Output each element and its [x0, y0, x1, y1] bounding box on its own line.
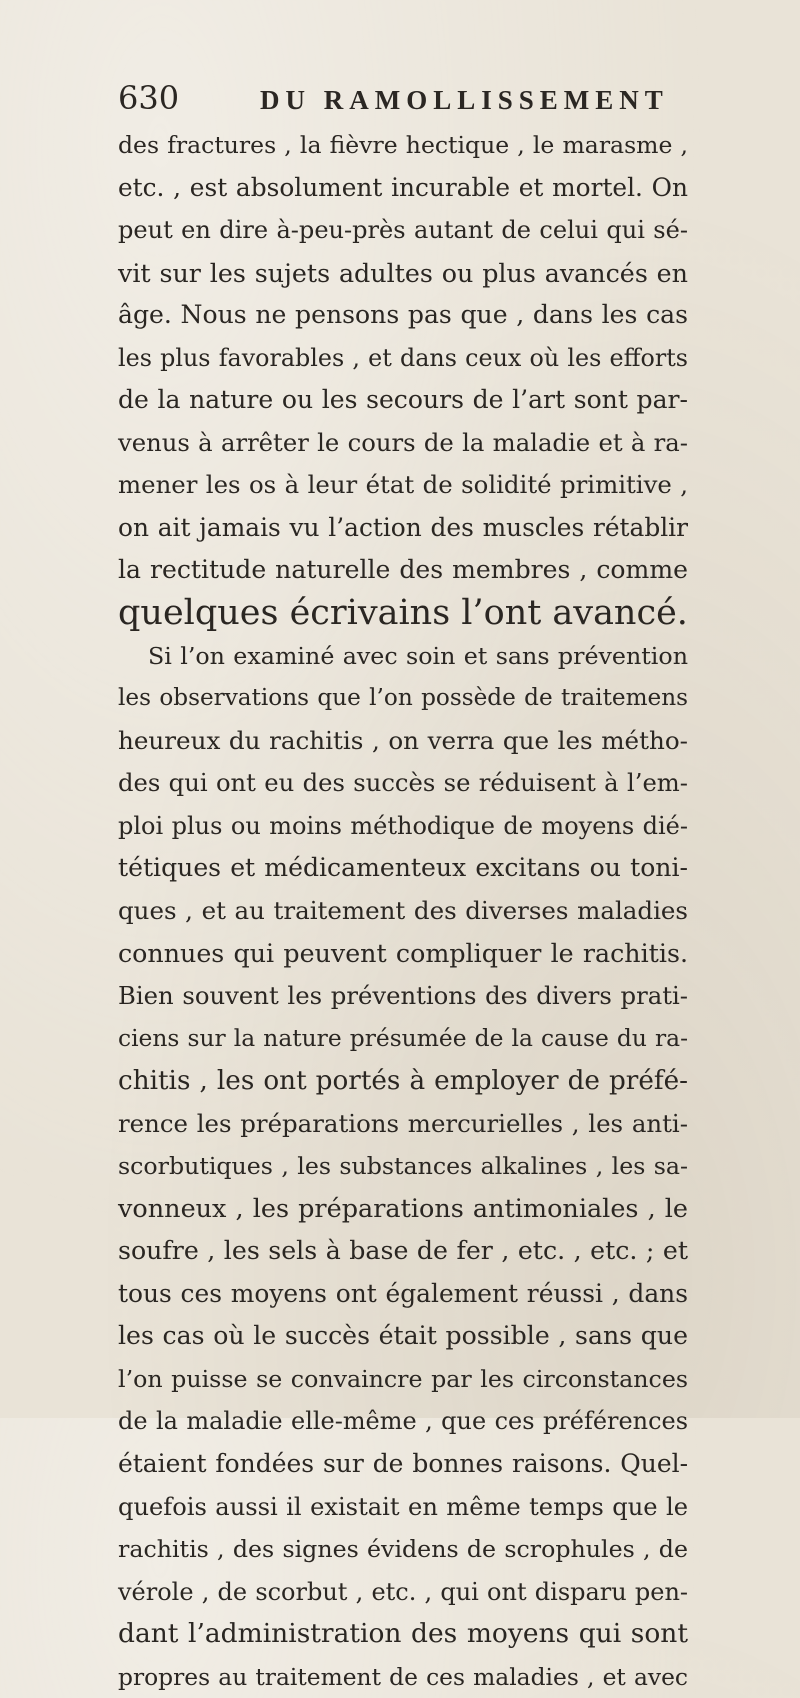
text-line: vit sur les sujets adultes ou plus avancés en	[118, 257, 688, 288]
text-line: soufre , les sels à base de fer , etc. , etc. ; et	[118, 1236, 688, 1266]
running-head: DU RAMOLLISSEMENT	[260, 85, 669, 115]
text-line: etc. , est absolument incurable et mortel. On	[118, 172, 688, 202]
text-line: scorbutiques , les substances alkalines , les sa-	[118, 1152, 688, 1181]
page-header	[118, 76, 678, 120]
text-line: tétiques et médicamenteux excitans ou toni-	[118, 853, 688, 883]
text-line: vonneux , les préparations antimoniales , le	[118, 1193, 688, 1224]
body-text	[118, 124, 688, 1698]
text-line: quefois aussi il existait en même temps que le	[118, 1492, 688, 1521]
text-line: venus à arrêter le cours de la maladie et à ra-	[118, 427, 688, 457]
text-line: les cas où le succès était possible , sans que	[118, 1321, 688, 1351]
text-line: des qui ont eu des succès se réduisent à l’em-	[118, 768, 688, 798]
text-line: peut en dire à-peu-près autant de celui qui sé-	[118, 216, 688, 245]
text-line: étaient fondées sur de bonnes raisons. Quel-	[118, 1448, 688, 1478]
text-line: rence les préparations mercurielles , les anti-	[118, 1108, 688, 1138]
text-line: heureux du rachitis , on verra que les métho-	[118, 725, 688, 755]
page-number: 630	[118, 79, 180, 117]
text-line: on ait jamais vu l’action des muscles rétablir	[118, 512, 688, 542]
text-line: de la maladie elle-même , que ces préférences	[118, 1407, 688, 1436]
text-line: mener les os à leur état de solidité primitive ,	[118, 470, 688, 500]
text-line: Bien souvent les préventions des divers prati-	[118, 980, 688, 1010]
paragraph-start-line: Si l’on examiné avec soin et sans prévention	[148, 641, 688, 670]
text-line: connues qui peuvent compliquer le rachitis.	[118, 938, 688, 969]
text-line: de la nature ou les secours de l’art sont par-	[118, 385, 688, 415]
text-line: âge. Nous ne pensons pas que , dans les cas	[118, 300, 688, 330]
text-line: rachitis , des signes évidens de scrophules , de	[118, 1535, 688, 1564]
text-line: dant l’administration des moyens qui sont	[118, 1618, 688, 1650]
text-line: tous ces moyens ont également réussi , dans	[118, 1278, 688, 1308]
text-line: la rectitude naturelle des membres , comme	[118, 555, 688, 585]
text-line: ciens sur la nature présumée de la cause du ra-	[118, 1024, 688, 1053]
text-line: vérole , de scorbut , etc. , qui ont disparu pen-	[118, 1577, 688, 1606]
text-line: ques , et au traitement des diverses maladies	[118, 895, 688, 925]
text-line: ploi plus ou moins méthodique de moyens dié-	[118, 811, 688, 840]
text-line: chitis , les ont portés à employer de préfé-	[118, 1066, 688, 1097]
text-line: des fractures , la fièvre hectique , le marasme ,	[118, 131, 688, 159]
text-line: les plus favorables , et dans ceux où les efforts	[118, 343, 688, 372]
text-line: propres au traitement de ces maladies , et avec	[118, 1662, 688, 1691]
paragraph-end-line: quelques écrivains l’ont avancé.	[118, 593, 688, 634]
text-line: les observations que l’on possède de traitemens	[118, 685, 688, 712]
text-line: l’on puisse se convaincre par les circonstances	[118, 1364, 688, 1393]
